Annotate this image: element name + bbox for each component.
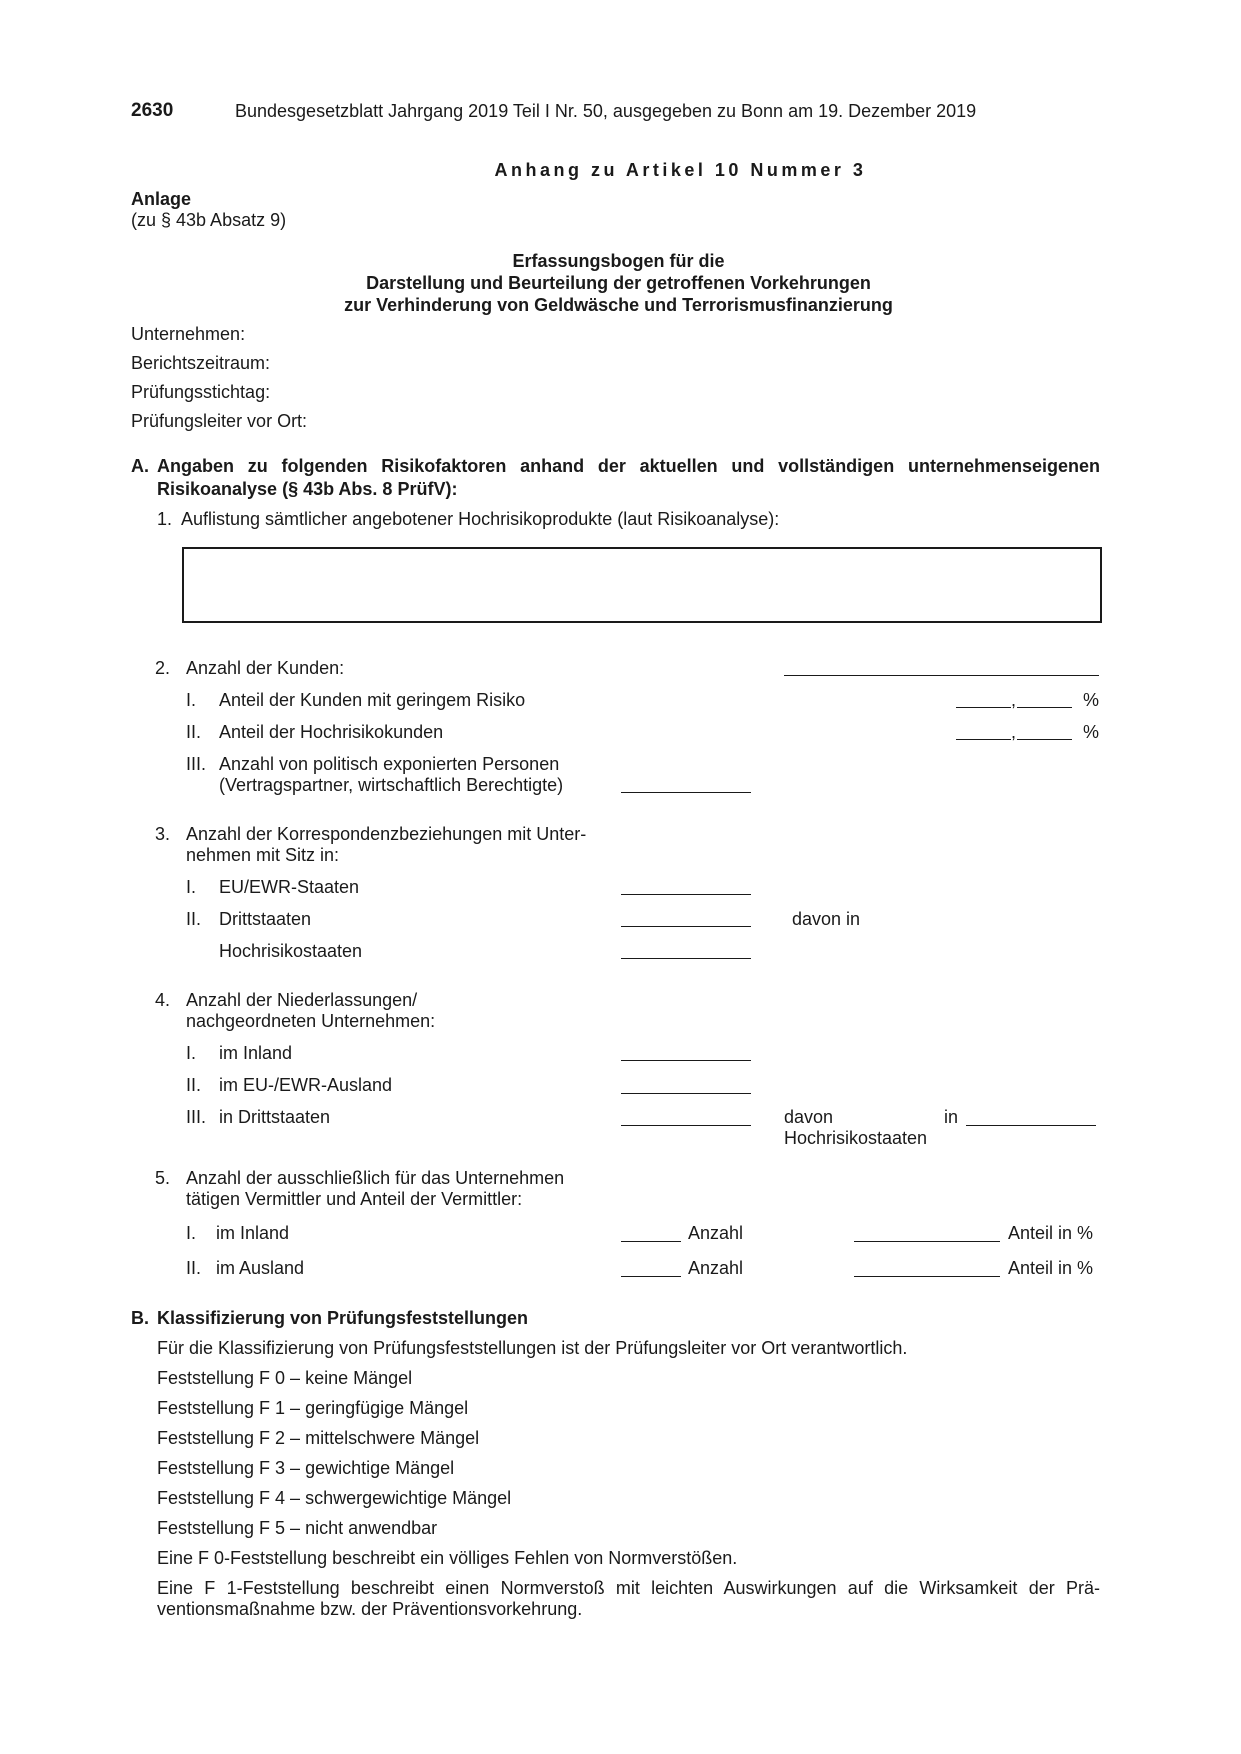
form-title-line-1: Erfassungsbogen für die (512, 251, 725, 271)
item-4-ii-number: II. (186, 1075, 202, 1095)
item-5-number: 5. (155, 1168, 171, 1188)
low-risk-share-decimal-line[interactable] (1017, 707, 1072, 708)
high-risk-share-separator: , (1011, 722, 1017, 742)
item-2-iii-line-2: (Vertragspartner, wirtschaftlich Berechtigte) (219, 775, 564, 795)
item-4-iii-number: III. (186, 1107, 207, 1127)
item-5-ii-number: II. (186, 1258, 202, 1278)
item-1-number: 1. (157, 509, 173, 529)
page-number: 2630 (131, 100, 174, 121)
high-risk-correspondent-line[interactable] (621, 958, 751, 959)
classification-f3: Feststellung F 3 – gewichtige Mängel (157, 1458, 455, 1478)
classification-f0: Feststellung F 0 – keine Mängel (157, 1368, 413, 1388)
section-b-paragraph-f1-line-1: Eine F 1-Feststellung beschreibt einen Normverstoß mit leichten Auswirkungen auf die Wirksamkeit der Prä- (157, 1578, 1100, 1598)
anlage-title: Anlage (131, 189, 192, 209)
section-b-paragraph-f1-line-2: ventionsmaßnahme bzw. der Präventionsvorkehrung. (157, 1599, 583, 1619)
item-2-text: Anzahl der Kunden: (186, 658, 345, 678)
item-5-line-1: Anzahl der ausschließlich für das Unternehmen (186, 1168, 565, 1188)
classification-f2: Feststellung F 2 – mittelschwere Mängel (157, 1428, 480, 1448)
item-2-i-number: I. (186, 690, 197, 710)
foreign-agents-share-line[interactable] (854, 1276, 1000, 1277)
item-3-ii-number: II. (186, 909, 202, 929)
publication-header: Bundesgesetzblatt Jahrgang 2019 Teil I Nr. 50, ausgegeben zu Bonn am 19. Dezember 2019 (235, 101, 977, 121)
item-3-i-number: I. (186, 877, 197, 897)
item-5-i-number: I. (186, 1223, 197, 1243)
form-title-line-3: zur Verhinderung von Geldwäsche und Terrorismusfinanzierung (344, 295, 893, 315)
low-risk-share-integer-line[interactable] (956, 707, 1011, 708)
foreign-agents-count-label: Anzahl (688, 1258, 744, 1278)
foreign-agents-share-label: Anteil in % (1008, 1258, 1094, 1278)
field-pruefungsstichtag[interactable]: Prüfungsstichtag: (131, 382, 271, 402)
item-4-line-1: Anzahl der Niederlassungen/ (186, 990, 418, 1010)
section-b-marker: B. (131, 1308, 149, 1328)
section-a-heading-line-2: Risikoanalyse (§ 43b Abs. 8 PrüfV): (157, 479, 458, 499)
classification-f5: Feststellung F 5 – nicht anwendbar (157, 1518, 438, 1538)
third-country-branches-line[interactable] (621, 1125, 751, 1126)
classification-f4: Feststellung F 4 – schwergewichtige Mängel (157, 1488, 512, 1508)
item-4-i-number: I. (186, 1043, 197, 1063)
section-a-marker: A. (131, 456, 149, 476)
item-2-number: 2. (155, 658, 171, 678)
item-3-i-text: EU/EWR-Staaten (219, 877, 360, 897)
item-4-line-2: nachgeordneten Unternehmen: (186, 1011, 436, 1031)
domestic-agents-count-label: Anzahl (688, 1223, 744, 1243)
item-4-number: 4. (155, 990, 171, 1010)
item-3-line-1: Anzahl der Korrespondenzbeziehungen mit Unter- (186, 824, 587, 844)
pep-count-line[interactable] (621, 792, 751, 793)
item-4-ii-text: im EU-/EWR-Ausland (219, 1075, 393, 1095)
anlage-reference: (zu § 43b Absatz 9) (131, 210, 287, 230)
item-3-ii-text: Drittstaaten (219, 909, 312, 929)
form-title-line-2: Darstellung und Beurteilung der getroffenen Vorkehrungen (366, 273, 871, 293)
item-5-i-text: im Inland (216, 1223, 290, 1243)
item-2-iii-number: III. (186, 754, 207, 774)
item-3-ii-davon-in: davon in (792, 909, 861, 929)
high-risk-products-box[interactable] (182, 547, 1102, 623)
item-5-line-2: tätigen Vermittler und Anteil der Vermittler: (186, 1189, 523, 1209)
item-2-ii-number: II. (186, 722, 202, 742)
annex-title: Anhang zu Artikel 10 Nummer 3 (494, 160, 867, 180)
field-unternehmen[interactable]: Unternehmen: (131, 324, 246, 344)
eu-eea-correspondent-line[interactable] (621, 894, 751, 895)
high-risk-share-unit: % (1083, 722, 1100, 742)
item-4-iii-in: in (944, 1107, 959, 1127)
item-2-iii-line-1: Anzahl von politisch exponierten Personen (219, 754, 560, 774)
section-b-heading: Klassifizierung von Prüfungsfeststellungen (157, 1308, 529, 1328)
item-5-ii-text: im Ausland (216, 1258, 305, 1278)
item-3-line-2: nehmen mit Sitz in: (186, 845, 340, 865)
domestic-agents-share-line[interactable] (854, 1241, 1000, 1242)
high-risk-branches-line[interactable] (966, 1125, 1096, 1126)
item-2-ii-text: Anteil der Hochrisikokunden (219, 722, 444, 742)
section-b-intro: Für die Klassifizierung von Prüfungsfeststellungen ist der Prüfungsleiter vor Ort verantwortlich. (157, 1338, 908, 1358)
third-country-correspondent-line[interactable] (621, 926, 751, 927)
section-a-heading-line-1: Angaben zu folgenden Risikofaktoren anhand der aktuellen und vollständigen unternehmenseigenen (157, 456, 1100, 476)
domestic-agents-share-label: Anteil in % (1008, 1223, 1094, 1243)
item-1-text: Auflistung sämtlicher angebotener Hochrisikoprodukte (laut Risikoanalyse): (181, 509, 780, 529)
low-risk-share-unit: % (1083, 690, 1100, 710)
section-b-paragraph-f0: Eine F 0-Feststellung beschreibt ein völliges Fehlen von Normverstößen. (157, 1548, 738, 1568)
item-3-high-risk-text: Hochrisikostaaten (219, 941, 363, 961)
item-4-iii-text: in Drittstaaten (219, 1107, 331, 1127)
classification-f1: Feststellung F 1 – geringfügige Mängel (157, 1398, 469, 1418)
domestic-branches-line[interactable] (621, 1060, 751, 1061)
item-3-number: 3. (155, 824, 171, 844)
item-4-iii-high-risk: Hochrisikostaaten (784, 1128, 928, 1148)
customer-count-line[interactable] (784, 675, 1099, 676)
item-4-iii-davon: davon (784, 1107, 834, 1127)
field-berichtszeitraum[interactable]: Berichtszeitraum: (131, 353, 271, 373)
high-risk-share-decimal-line[interactable] (1017, 739, 1072, 740)
field-pruefungsleiter[interactable]: Prüfungsleiter vor Ort: (131, 411, 308, 431)
eu-eea-branches-line[interactable] (621, 1093, 751, 1094)
item-4-i-text: im Inland (219, 1043, 293, 1063)
domestic-agents-count-line[interactable] (621, 1241, 681, 1242)
foreign-agents-count-line[interactable] (621, 1276, 681, 1277)
item-2-i-text: Anteil der Kunden mit geringem Risiko (219, 690, 526, 710)
low-risk-share-separator: , (1011, 690, 1017, 710)
high-risk-share-integer-line[interactable] (956, 739, 1011, 740)
